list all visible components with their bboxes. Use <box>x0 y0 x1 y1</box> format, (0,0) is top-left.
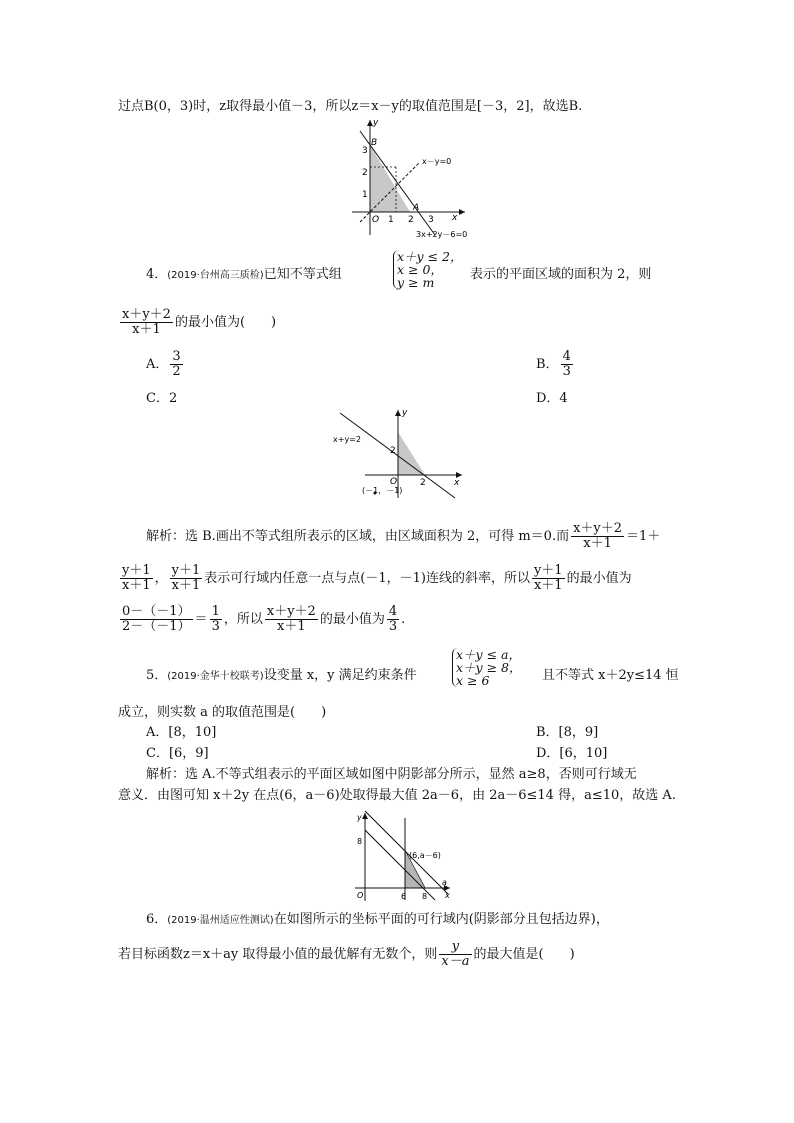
fig2-tick-2: 2 <box>390 446 396 456</box>
fig3-label-O: O <box>357 891 364 900</box>
fig1-label-B: B <box>371 138 378 148</box>
fig3-point-label: (6,a－6) <box>409 851 441 860</box>
fig1-line-label-1: x－y=0 <box>422 157 452 166</box>
q5-option-c: C．[6，9] <box>146 746 209 761</box>
q4-stem: 4．(2019·台州高三质检)已知不等式组 <box>146 267 342 282</box>
intro-text: 过点B(0，3)时，z取得最小值－3，所以z＝x－y的取值范围是[－3，2]，故选B. <box>118 99 583 114</box>
fig3-xtick-8: 8 <box>422 892 428 901</box>
fig3-xtick-6: 6 <box>401 892 407 901</box>
fig1-line-label-2: 3x+2y－6=0 <box>416 230 468 239</box>
q4-expression: $\frac{x+y+2}{x+1}$ 的最小值为( ) <box>122 307 277 337</box>
fig2-label-O: O <box>390 477 398 487</box>
q4-option-b: B． $\frac{4}{3}$ <box>536 349 571 379</box>
q5-after: 且不等式 x＋2y≤14 恒 <box>542 668 679 683</box>
q4-after: 表示的平面区域的面积为 2，则 <box>470 267 652 282</box>
fig1-label-x: x <box>452 213 458 223</box>
fig1-label-A: A <box>413 203 420 213</box>
figure-1-graph <box>340 115 480 240</box>
fig1-xtick-2: 2 <box>408 215 414 225</box>
q6-line-1: 6．(2019·温州适应性测试)在如图所示的坐标平面的可行域内(阴影部分且包括边界)， <box>146 912 609 927</box>
q5-option-d: D．[6，10] <box>536 746 608 761</box>
sol4-line-1: 解析：选 B.画出不等式组所表示的区域，由区域面积为 2，可得 m＝0.而 $\frac{x+y+2}{x+1}$ ＝1＋ <box>146 521 661 551</box>
sol4-line-3: $\frac{0-(-1)}{2-(-1)}$ ＝ $\frac{1}{3}$ ，所以 $\frac{x+y+2}{x+1}$ 的最小值为 $\frac{4}{3}$ . <box>122 604 406 634</box>
fig2-line-label: x+y=2 <box>333 435 361 444</box>
fig3-label-x: x <box>445 891 450 900</box>
fig1-tick-3: 3 <box>362 146 368 156</box>
q4-option-a: A． $\frac{3}{2}$ <box>146 349 181 379</box>
q4-constraint-system: x＋y ≤ 2， x ≥ 0， y ≥ m <box>393 250 463 289</box>
q5-constraint-system: x＋y ≤ a， x＋y ≥ 8， x ≥ 6 <box>452 648 522 687</box>
q4-option-d: D．4 <box>536 391 568 406</box>
figure-2-graph <box>330 405 470 500</box>
fig1-label-y: y <box>373 118 379 128</box>
fig1-label-O: O <box>372 215 380 225</box>
fig2-point-label: (－1，－1) <box>362 486 403 495</box>
fig1-xtick-3: 3 <box>428 215 434 225</box>
fig2-label-x: x <box>454 478 460 488</box>
fig1-xtick-1: 1 <box>388 215 394 225</box>
fig1-tick-2: 2 <box>362 168 368 178</box>
q4-option-c: C．2 <box>146 391 178 406</box>
q5-option-b: B．[8，9] <box>536 725 599 740</box>
q5-option-a: A．[8，10] <box>146 725 217 740</box>
sol4-line-2: $\frac{y+1}{x+1}$ ， $\frac{y+1}{x+1}$ 表示可行域内任意一点与点(－1，－1)连线的斜率，所以 $\frac{y+1}{x+1}$ 的最小值为 <box>122 563 632 593</box>
sol5-line-1: 解析：选 A.不等式组表示的平面区域如图中阴影部分所示，显然 a≥8，否则可行域无 <box>146 767 637 782</box>
fig3-tick-8: 8 <box>357 837 363 846</box>
q5-stem: 5．(2019·金华十校联考)设变量 x，y 满足约束条件 <box>146 668 417 683</box>
q5-line-2: 成立，则实数 a 的取值范围是( ) <box>118 705 327 720</box>
sol5-line-2: 意义．由图可知 x＋2y 在点(6，a－6)处取得最大值 2a－6，由 2a－6≤14 得，a≤10，故选 A. <box>118 788 676 803</box>
fig2-label-y: y <box>402 408 408 418</box>
fig3-label-y: y <box>357 813 362 822</box>
q6-line-2: 若目标函数z＝x＋ay 取得最小值的最优解有无数个，则 $\frac{y}{x-a}$ 的最大值是( ) <box>118 939 575 969</box>
fig3-label-a: a <box>442 878 447 887</box>
fig1-tick-1: 1 <box>362 190 368 200</box>
fig2-xtick-2: 2 <box>420 478 426 488</box>
figure-3-graph <box>345 808 455 903</box>
